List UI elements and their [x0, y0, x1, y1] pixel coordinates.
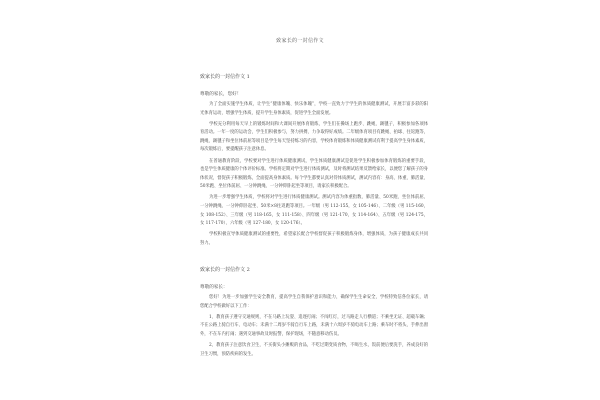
paragraph: 为了全面实施学生体质，让学生“健康体魄、快乐体魄”，学校一直致力于学生的体质健康测试，开展丰富多彩的阳光体育运动，增强学生体质，提升学生身体素质，促进学生全面发展。 — [200, 102, 428, 116]
document-body — [200, 74, 428, 362]
section-2 — [200, 267, 428, 359]
section-heading: 致家长的一封信作文 1 — [200, 74, 250, 80]
section-heading: 致家长的一封信作文 2 — [200, 267, 250, 273]
paragraph: 2、教育孩子注意饮食卫生，不买街头小摊贩的食品，不吃过期变质食物，不喝生水，饭前便后要洗手，养成良好的卫生习惯，预防疾病的发生。 — [200, 342, 428, 357]
section-spacer — [200, 251, 428, 267]
salutation: 尊敬的家长，您好！ — [200, 92, 242, 97]
paragraph: 为进一步增强学生体质，学校将对学生进行体质健康测试。测试内容为体重指数、肺活量、50米跑、坐位体前屈、一分钟跳绳、一分钟仰卧起坐、50米×8往返跑等项目。一年级（男 112-155，女 105-146）、二年级（男 115-160，女 108-152）、三年级（男 118-165，女 111-158）、四年级（男 121-170，女 114-164）、五年级（男 124-175，女 117-170）、六年级（男 127-180，女 120-176）。 — [200, 195, 428, 227]
paragraph: 在普通教育阶段，学校要对学生进行体质健康测试，学生体质健康测试是促进学生积极参加体育锻炼的重要手段，也是学生体质健康的个体评价标准。学校将定期对学生进行体质测试，及时将测试结果反馈给家长，以便您了解孩子的身体状况，督促孩子积极锻炼，全面提高身体素质。每个学生都要认真对待体质测试，测试内容有：身高、体重、肺活量、50米跑、坐位体前屈、一分钟跳绳、一分钟仰卧起坐等项目，请家长积极配合。 — [200, 158, 428, 190]
paragraph: 学校积极宣导体质健康测试的重要性，希望家长配合学校督促孩子积极锻炼身体，增强体质，为孩子健康成长共同努力。 — [200, 232, 428, 246]
section-1 — [200, 74, 428, 249]
document-title: 致家长的一封信作文 — [276, 38, 324, 44]
paragraph: 您好！为进一步加强学生安全教育，提高学生自我保护意识和能力，确保学生生命安全，学校特致信各位家长，请您配合学校做好以下工作： — [200, 295, 428, 309]
paragraph: 学校充分利用每天早上的锻炼时间和大课间开展体育锻炼，学生们在操场上跑步、跳绳、踢毽子，积极参加各项体育活动。一年一度的运动会，学生们积极参与，努力拼搏，力争取得好成绩。二年级体育项目有跳绳、拍球、往返跑等，跳绳、踢毽子和坐位体前屈等项目是学生每天坚持练习的内容，学校体育锻炼和体质健康测试有利于提高学生身体素质，每次锻炼后，要提醒孩子注意休息。 — [200, 121, 428, 153]
salutation: 尊敬的家长： — [200, 285, 228, 290]
paragraph: 1、教育孩子遵守交通规则，不在马路上玩耍、追逐打闹；不闯红灯，过马路走人行横道；不乘坐无证、超载车辆；不在公路上骑自行车、电动车；未满十二周岁不骑自行车上路，未满十六周岁不骑电动车上路；乘车时不将头、手伸出窗外，不在车内打闹；遇到交通事故及时报警，保护现场，不随意移动伤员。 — [200, 314, 428, 337]
